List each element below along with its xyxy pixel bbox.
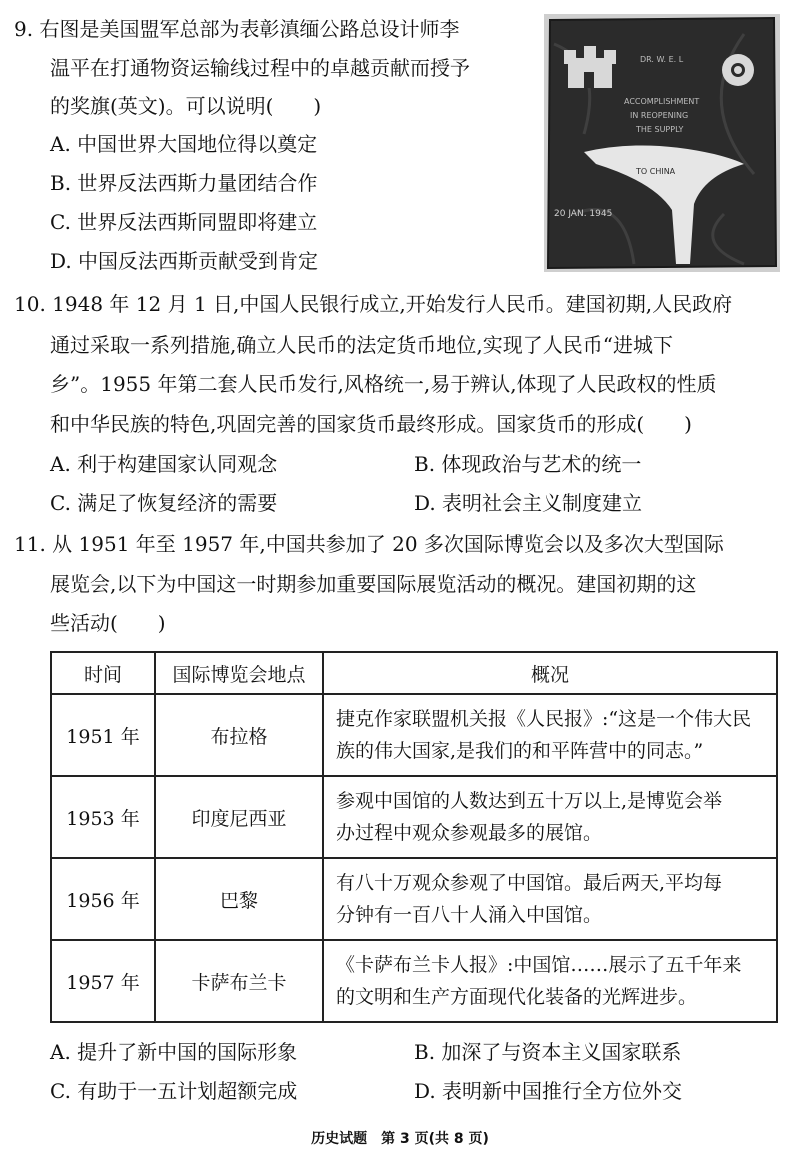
row-time: 1951 年 [51, 694, 155, 776]
table-row [51, 776, 777, 858]
q10-stem-line-4: 和中华民族的特色,巩固完善的国家货币最终形成。国家货币的形成( ) [50, 412, 692, 436]
row-description-line: 《卡萨布兰卡人报》:中国馆……展示了五千年来 [336, 954, 742, 976]
q10-option-a: A. 利于构建国家认同观念 [50, 452, 278, 476]
award-banner-image [544, 14, 780, 272]
exhibition-table [50, 651, 778, 1023]
q9-option-b: B. 世界反法西斯力量团结合作 [50, 171, 318, 195]
q10-option-b: B. 体现政治与艺术的统一 [414, 452, 642, 476]
q9-stem-line-1: 9. 右图是美国盟军总部为表彰滇缅公路总设计师李 [14, 17, 460, 41]
header-place: 国际博览会地点 [155, 652, 323, 694]
q10-option-d: D. 表明社会主义制度建立 [414, 491, 643, 515]
row-time: 1953 年 [51, 776, 155, 858]
row-place: 巴黎 [155, 858, 323, 940]
table-row [51, 940, 777, 1022]
flag-date: 20 JAN. 1945 [554, 209, 613, 219]
row-time: 1957 年 [51, 940, 155, 1022]
q11-option-b: B. 加深了与资本主义国家联系 [414, 1040, 682, 1064]
row-description-line: 捷克作家联盟机关报《人民报》:“这是一个伟大民 [336, 708, 752, 730]
q10-option-c: C. 满足了恢复经济的需要 [50, 491, 278, 515]
row-description-line: 分钟有一百八十人涌入中国馆。 [336, 904, 603, 926]
row-description-line: 办过程中观众参观最多的展馆。 [336, 822, 603, 844]
q9-stem-line-2: 温平在打通物资运输线过程中的卓越贡献而授予 [50, 56, 470, 80]
q11-option-c: C. 有助于一五计划超额完成 [50, 1079, 298, 1103]
q11-option-a: A. 提升了新中国的国际形象 [50, 1040, 298, 1064]
header-time: 时间 [51, 652, 155, 694]
header-overview: 概况 [323, 652, 777, 694]
q9-option-a: A. 中国世界大国地位得以奠定 [50, 132, 318, 156]
row-description-line: 有八十万观众参观了中国馆。最后两天,平均每 [336, 872, 723, 894]
flag-text-line-5: TO CHINA [636, 167, 676, 176]
q10-stem-line-2: 通过采取一系列措施,确立人民币的法定货币地位,实现了人民币“进城下 [50, 333, 673, 357]
page-footer: 历史试题 第 3 页(共 8 页) [311, 1131, 489, 1147]
flag-text-line-4: THE SUPPLY [636, 125, 684, 134]
castle-emblem-icon [564, 46, 616, 88]
row-place: 卡萨布兰卡 [155, 940, 323, 1022]
sun-emblem-icon [722, 54, 754, 86]
q11-stem-line-3: 些活动( ) [50, 611, 166, 635]
q9-stem-line-3: 的奖旗(英文)。可以说明( ) [50, 94, 322, 118]
q10-stem-line-1: 10. 1948 年 12 月 1 日,中国人民银行成立,开始发行人民币。建国初期,人民政府 [14, 292, 733, 316]
row-description [323, 858, 777, 940]
flag-text-line-3: IN REOPENING [630, 111, 689, 120]
row-description-line: 族的伟大国家,是我们的和平阵营中的同志。” [336, 740, 704, 762]
row-description [323, 694, 777, 776]
row-description [323, 940, 777, 1022]
row-time: 1956 年 [51, 858, 155, 940]
row-place: 印度尼西亚 [155, 776, 323, 858]
q11-stem-line-1: 11. 从 1951 年至 1957 年,中国共参加了 20 多次国际博览会以及多次大型国际 [14, 532, 724, 556]
row-description-line: 参观中国馆的人数达到五十万以上,是博览会举 [336, 790, 723, 812]
table-header-row [51, 652, 777, 694]
row-description [323, 776, 777, 858]
table-row [51, 858, 777, 940]
q9-option-d: D. 中国反法西斯贡献受到肯定 [50, 249, 319, 273]
q11-option-d: D. 表明新中国推行全方位外交 [414, 1079, 683, 1103]
flag-text-line-1: DR. W. E. L [640, 55, 684, 64]
row-description-line: 的文明和生产方面现代化装备的光辉进步。 [336, 986, 698, 1008]
table-row [51, 694, 777, 776]
q10-stem-line-3: 乡”。1955 年第二套人民币发行,风格统一,易于辨认,体现了人民政权的性质 [50, 372, 717, 396]
row-place: 布拉格 [155, 694, 323, 776]
q9-option-c: C. 世界反法西斯同盟即将建立 [50, 210, 318, 234]
flag-text-line-2: ACCOMPLISHMENT [624, 97, 700, 106]
q11-stem-line-2: 展览会,以下为中国这一时期参加重要国际展览活动的概况。建国初期的这 [50, 572, 697, 596]
